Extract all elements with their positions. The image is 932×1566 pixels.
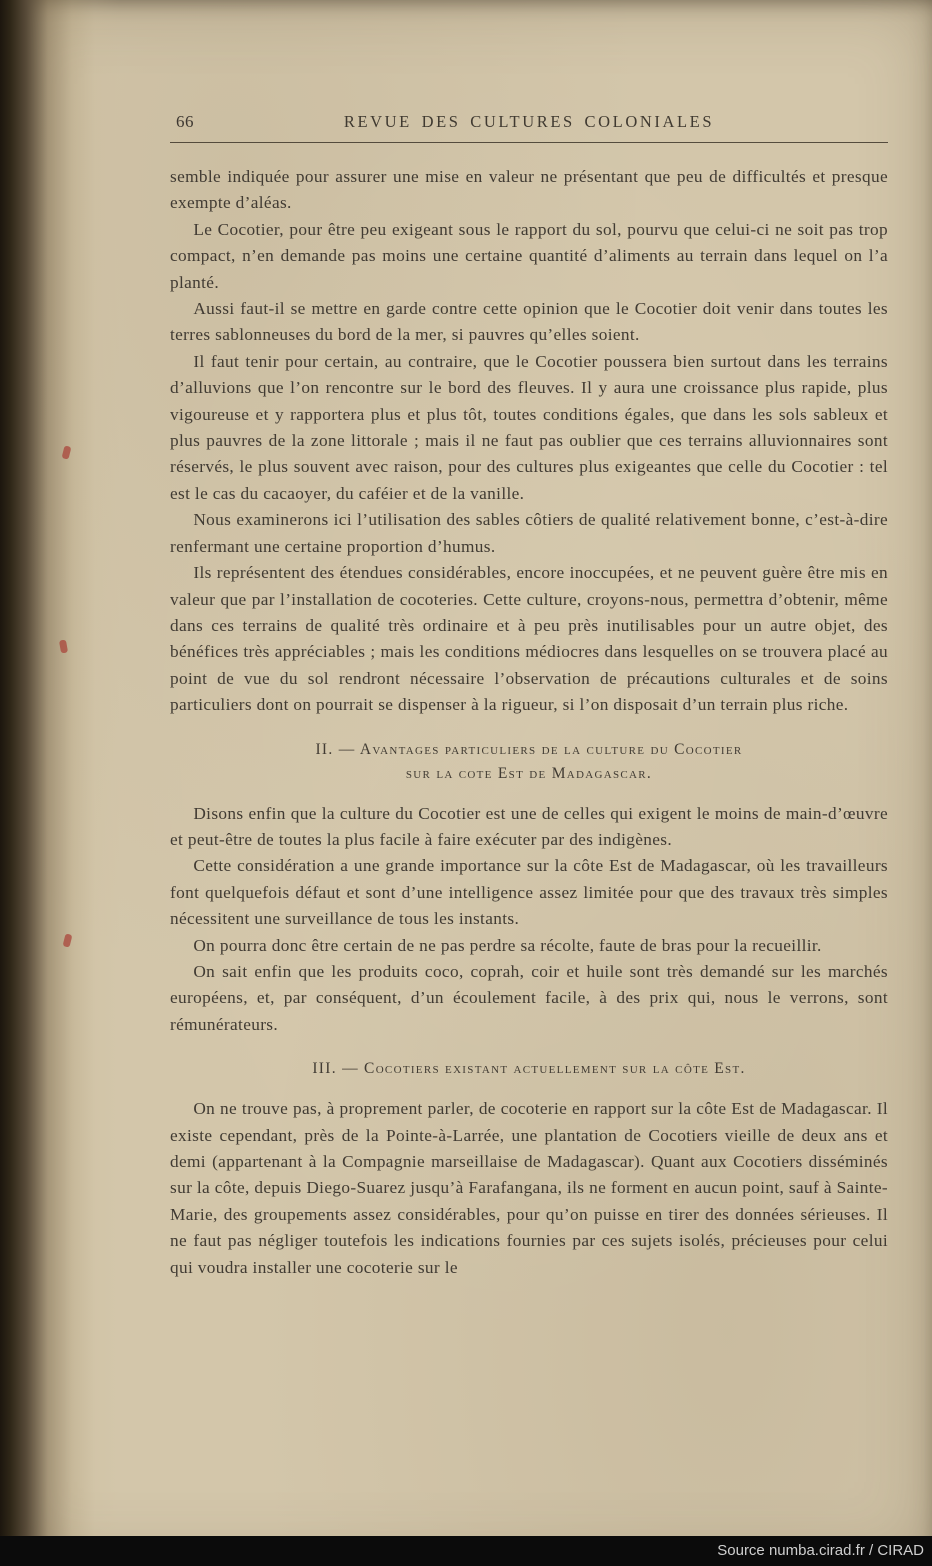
- section-heading-2: [170, 738, 888, 786]
- paragraph: Cette considération a une grande importance sur la côte Est de Madagascar, où les travailleurs font quelquefois défaut et sont d’une intelligence assez limitée pour que des travaux très simples nécessitent une surveillance de tous les instants.: [170, 856, 888, 929]
- page-header: [170, 112, 888, 136]
- paragraph: On ne trouve pas, à proprement parler, de cocoterie en rapport sur la côte Est de Madagascar. Il existe cependant, près de la Pointe-à-Larrée, une plantation de Cocotiers vieille de deux ans et demi (appartenant à la Compagnie marseillaise de Madagascar). Quant aux Cocotiers disséminés sur la côte, depuis Diego-Suarez jusqu’à Farafangana, ils ne forment en aucun point, sauf à Sainte-Marie, des groupements assez considérables, pour qu’on puisse en tirer des données sérieuses. Il ne faut pas négliger toutefois les indications fournies par ces sujets isolés, précieuses pour celui qui voudra installer une cocoterie sur le: [170, 1099, 888, 1277]
- section-heading-3: [170, 1057, 888, 1081]
- paragraph: Nous examinerons ici l’utilisation des sables côtiers de qualité relativement bonne, c’est-à-dire renfermant une certaine proportion d’humus.: [170, 510, 888, 556]
- running-title: REVUE DES CULTURES COLONIALES: [343, 112, 715, 131]
- source-credit: Source numba.cirad.fr / CIRAD: [717, 1542, 924, 1559]
- paragraph: semble indiquée pour assurer une mise en valeur ne présentant que peu de difficultés et presque exempte d’aléas.: [170, 167, 888, 213]
- paragraph: On sait enfin que les produits coco, coprah, coir et huile sont très demandé sur les marchés européens, et, par conséquent, d’un écoulement facile, à des prix qui, nous le verrons, sont rémunérateurs.: [170, 961, 888, 1034]
- section-heading-line: sur la cote Est de Madagascar.: [405, 764, 653, 782]
- page-body: [170, 164, 888, 1281]
- page-number: 66: [176, 112, 194, 131]
- paragraph: Il faut tenir pour certain, au contraire, que le Cocotier poussera bien surtout dans les terrains d’alluvions que l’on rencontre sur le bord des fleuves. Il y aura une croissance plus rapide, plus vigoureuse et y rapportera plus et plus tôt, toutes conditions égales, que dans les sols sableux et plus pauvres de la zone littorale ; mais il ne faut pas oublier que ces terrains alluvionnaires sont réservés, le plus souvent avec raison, pour des cultures plus exigeantes que celle du Cocotier : tel est le cas du cacaoyer, du caféier et de la vanille.: [170, 351, 888, 503]
- paragraph: Disons enfin que la culture du Cocotier est une de celles qui exigent le moins de main-d’œuvre et peut-être de toutes la plus facile à faire exécuter par des indigènes.: [170, 803, 888, 849]
- paragraph: Ils représentent des étendues considérables, encore inoccupées, et ne peuvent guère être mis en valeur que par l’installation de cocoteries. Cette culture, croyons-nous, permettra d’obtenir, même dans ces terrains de qualité très ordinaire et à peu près inutilisables pour un autre objet, des bénéfices très appréciables ; mais les conditions médiocres dans lesquelles on se trouvera placé au point de vue du sol rendront nécessaire l’observation de précautions culturales et de soins particuliers dont on pourrait se dispenser à la rigueur, si l’on disposait d’un terrain plus riche.: [170, 563, 888, 715]
- section-heading-line: III. — Cocotiers existant actuellement sur la côte Est.: [312, 1060, 746, 1078]
- paragraph: Aussi faut-il se mettre en garde contre cette opinion que le Cocotier doit venir dans toutes les terres sablonneuses du bord de la mer, si pauvres qu’elles soient.: [170, 299, 888, 345]
- source-bar: [0, 1536, 932, 1566]
- paragraph: Le Cocotier, pour être peu exigeant sous le rapport du sol, pourvu que celui-ci ne soit pas trop compact, n’en demande pas moins une certaine quantité d’aliments au terrain dans lequel on l’a planté.: [170, 219, 888, 292]
- paragraph: On pourra donc être certain de ne pas perdre sa récolte, faute de bras pour la recueillir.: [193, 935, 822, 955]
- header-rule: [170, 142, 888, 143]
- section-heading-line: II. — Avantages particuliers de la culture du Cocotier: [315, 740, 743, 758]
